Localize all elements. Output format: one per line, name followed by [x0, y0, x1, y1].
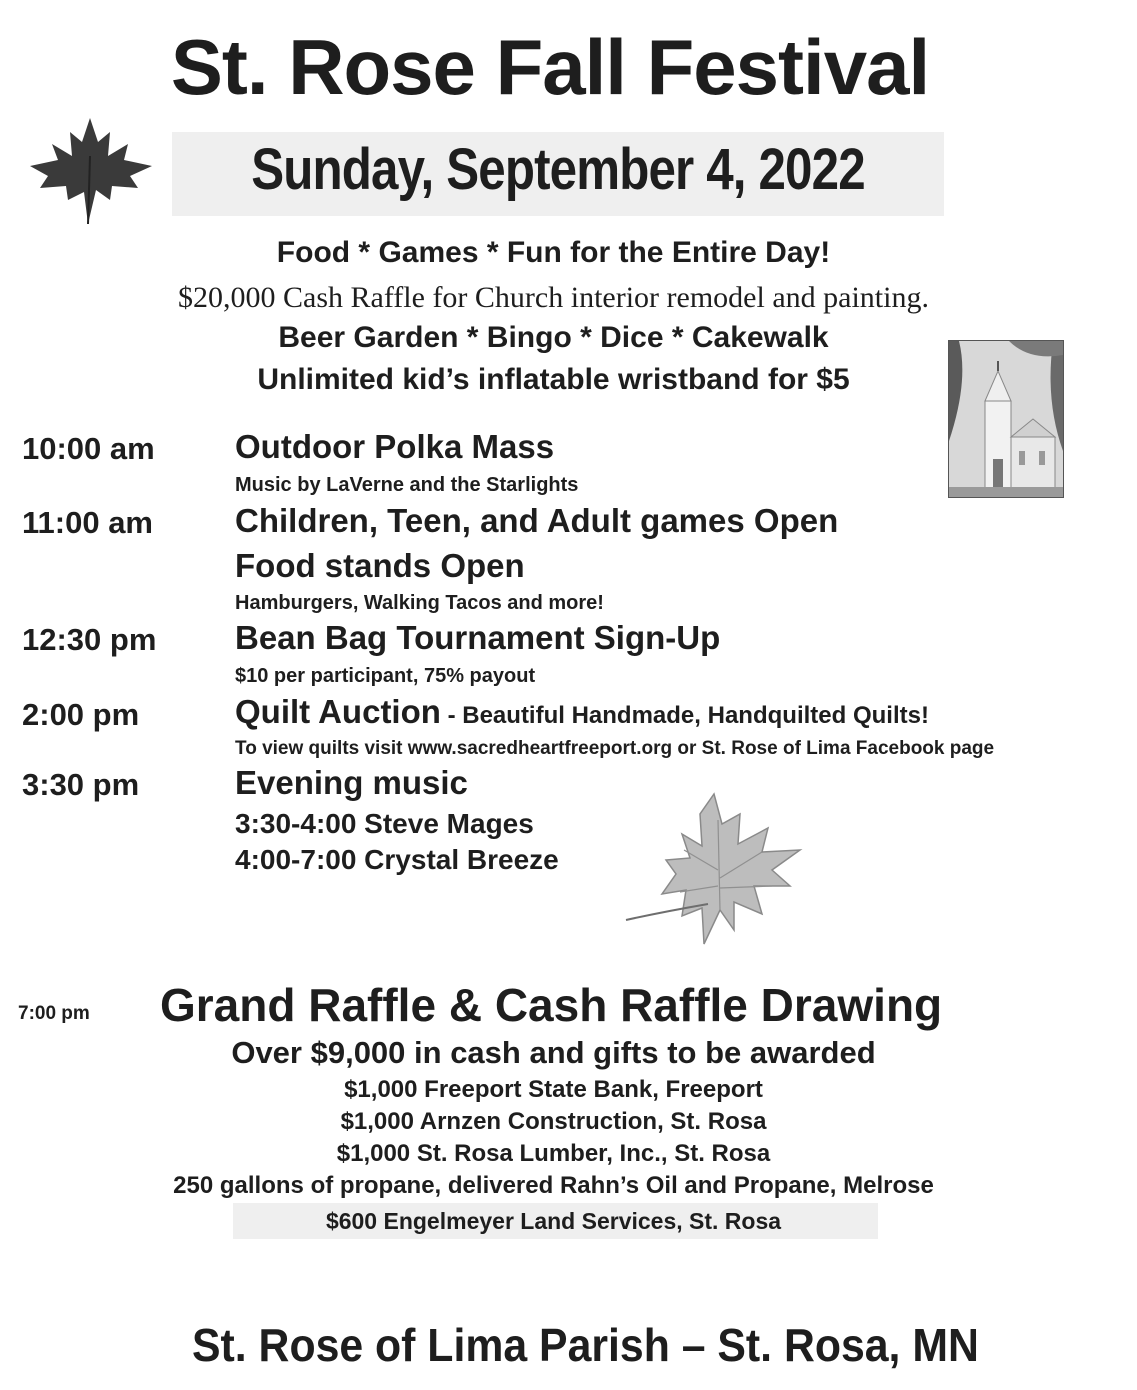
schedule-note: $10 per participant, 75% payout: [235, 665, 536, 687]
parish-footer: St. Rose of Lima Parish – St. Rosa, MN: [192, 1319, 979, 1371]
wristband-line: [0, 363, 1107, 397]
schedule-time: 2:00 pm: [22, 697, 140, 732]
schedule-note: To view quilts visit www.sacredheartfreeport.org or St. Rose of Lima Facebook page: [235, 738, 995, 759]
quilt-auction-detail: Beautiful Handmade, Handquilted Quilts!: [462, 702, 929, 729]
music-slot: 3:30-4:00 Steve Mages: [235, 808, 534, 839]
schedule-time: 10:00 am: [22, 431, 155, 466]
attractions-line: Beer Garden * Bingo * Dice * Cakewalk: [278, 321, 829, 354]
schedule-note: Music by LaVerne and the Starlights: [235, 474, 579, 496]
schedule-event: Outdoor Polka Mass: [235, 428, 555, 465]
schedule-time: 3:30 pm: [22, 767, 140, 802]
schedule-event-secondary: Food stands Open: [235, 547, 525, 584]
festival-date: Sunday, September 4, 2022: [251, 137, 865, 202]
prize-item: $1,000 St. Rosa Lumber, Inc., St. Rosa: [336, 1140, 771, 1167]
schedule-note: Hamburgers, Walking Tacos and more!: [235, 592, 604, 614]
schedule-event: Bean Bag Tournament Sign-Up: [235, 619, 721, 656]
schedule-event: Children, Teen, and Adult games Open: [235, 502, 839, 539]
prize-item: $600 Engelmeyer Land Services, St. Rosa: [325, 1208, 782, 1234]
drawing-time: 7:00 pm: [18, 1003, 90, 1024]
church-photo: [948, 340, 1064, 498]
schedule-time: 12:30 pm: [22, 622, 157, 657]
festival-title: St. Rose Fall Festival: [170, 23, 930, 111]
schedule-event: Evening music: [235, 764, 468, 801]
wristband-text: kid’s inflatable wristband for $5: [394, 363, 850, 396]
maple-leaf-icon: [622, 790, 822, 950]
maple-leaf-icon: [28, 116, 158, 226]
quilt-auction-label: Quilt Auction: [235, 693, 441, 730]
quilt-auction-sep: -: [440, 702, 463, 729]
cash-raffle-line: $20,000 Cash Raffle for Church interior remodel and painting.: [178, 281, 929, 314]
music-slot: 4:00-7:00 Crystal Breeze: [235, 844, 559, 875]
tagline: Food * Games * Fun for the Entire Day!: [276, 236, 831, 269]
schedule-time: 11:00 am: [22, 505, 153, 540]
drawing-title: Grand Raffle & Cash Raffle Drawing: [160, 979, 943, 1031]
prize-item: $1,000 Freeport State Bank, Freeport: [344, 1076, 763, 1103]
prize-item: 250 gallons of propane, delivered Rahn’s Oil and Propane, Melrose: [173, 1172, 934, 1199]
drawing-subtitle: Over $9,000 in cash and gifts to be awarded: [231, 1035, 876, 1070]
prize-item: $1,000 Arnzen Construction, St. Rosa: [340, 1108, 767, 1135]
wristband-emphasis: Unlimited: [257, 363, 394, 396]
schedule-event: [235, 693, 929, 731]
